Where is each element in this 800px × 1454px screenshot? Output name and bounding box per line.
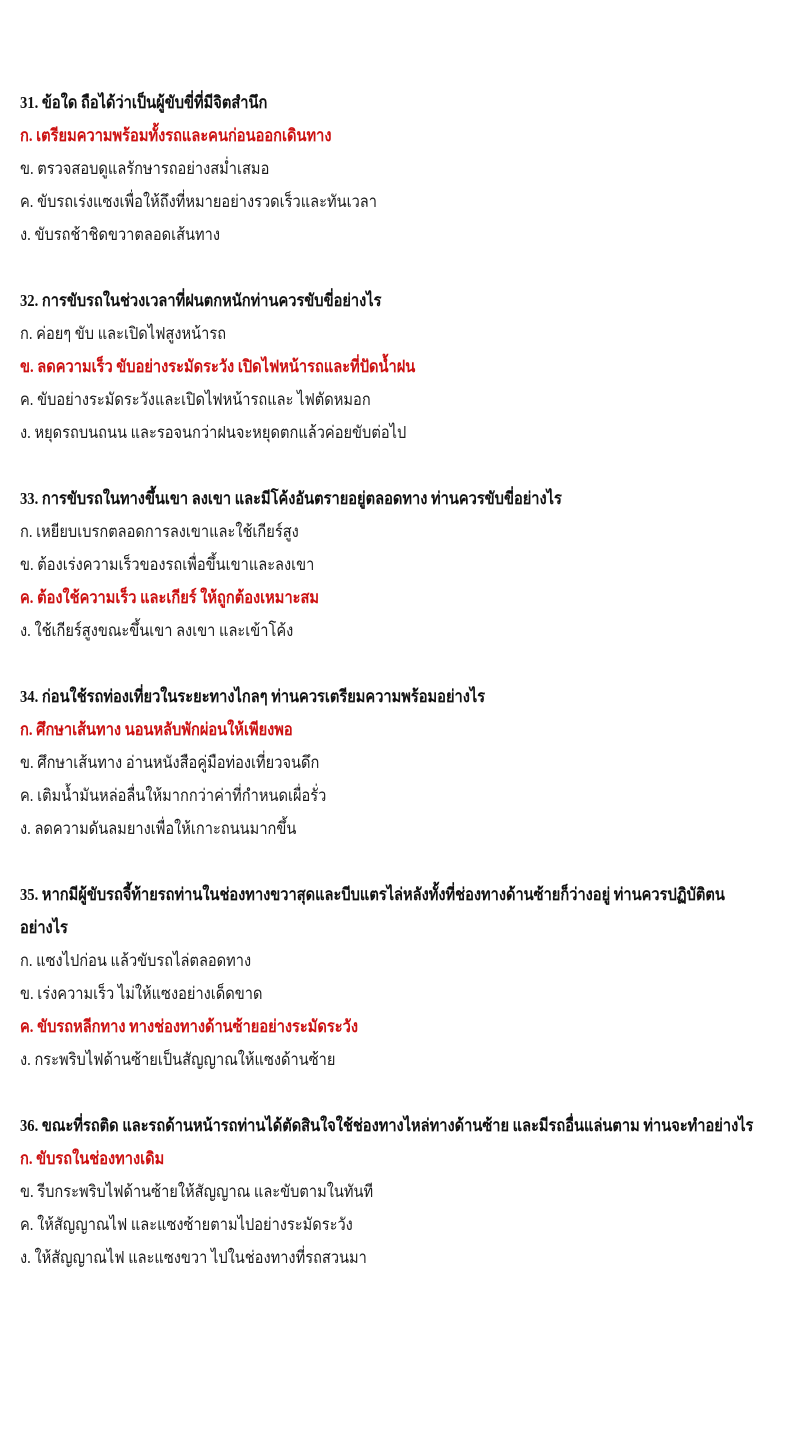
question-34	[20, 680, 790, 845]
question-title: 35. หากมีผู้ขับรถจี้ท้ายรถท่านในช่องทางขวาสุดและบีบแตรไล่หลังทั้งที่ช่องทางด้านซ้ายก็ว่างอยู่ ท่านควรปฏิบัติตน	[20, 885, 725, 904]
option-correct: ก. ศึกษาเส้นทาง นอนหลับพักผ่อนให้เพียงพอ	[20, 720, 293, 739]
option: ข. รีบกระพริบไฟด้านซ้ายให้สัญญาณ และขับตามในทันที	[20, 1182, 374, 1201]
option: ข. ตรวจสอบดูแลรักษารถอย่างสม่ำเสมอ	[20, 159, 270, 178]
option-correct: ค. ขับรถหลีกทาง ทางช่องทางด้านซ้ายอย่างระมัดระวัง	[20, 1017, 358, 1036]
option-correct: ค. ต้องใช้ความเร็ว และเกียร์ ให้ถูกต้องเหมาะสม	[20, 588, 320, 607]
question-title: 36. ขณะที่รถติด และรถด้านหน้ารถท่านได้ตัดสินใจใช้ช่องทางไหล่ทางด้านซ้าย และมีรถอื่นแล่นตาม ท่านจะทำอย่างไร	[20, 1116, 754, 1135]
question-33	[20, 482, 790, 647]
quiz-page	[20, 86, 790, 1307]
option: ง. ลดความดันลมยางเพื่อให้เกาะถนนมากขึ้น	[20, 819, 297, 838]
question-title: 34. ก่อนใช้รถท่องเที่ยวในระยะทางไกลๆ ท่านควรเตรียมความพร้อมอย่างไร	[20, 687, 486, 706]
option: ค. ขับรถเร่งแซงเพื่อให้ถึงที่หมายอย่างรวดเร็วและทันเวลา	[20, 192, 377, 211]
option: ข. เร่งความเร็ว ไม่ให้แซงอย่างเด็ดขาด	[20, 984, 263, 1003]
option: ค. เติมน้ำมันหล่อลื่นให้มากกว่าค่าที่กำหนดเผื่อรั่ว	[20, 786, 327, 805]
question-35	[20, 878, 790, 1076]
question-title: 32. การขับรถในช่วงเวลาที่ฝนตกหนักท่านควรขับขี่อย่างไร	[20, 291, 382, 310]
option: ง. ขับรถช้าชิดขวาตลอดเส้นทาง	[20, 225, 221, 244]
option: ก. เหยียบเบรกตลอดการลงเขาและใช้เกียร์สูง	[20, 522, 299, 541]
option: ข. ต้องเร่งความเร็วของรถเพื่อขึ้นเขาและลงเขา	[20, 555, 315, 574]
option: ง. ให้สัญญาณไฟ และแซงขวา ไปในช่องทางที่รถสวนมา	[20, 1248, 367, 1267]
option: ค. ให้สัญญาณไฟ และแซงซ้ายตามไปอย่างระมัดระวัง	[20, 1215, 353, 1234]
option: ก. ค่อยๆ ขับ และเปิดไฟสูงหน้ารถ	[20, 324, 227, 343]
option: ค. ขับอย่างระมัดระวังและเปิดไฟหน้ารถและ ไฟตัดหมอก	[20, 390, 371, 409]
question-36	[20, 1109, 790, 1274]
question-31	[20, 86, 790, 251]
question-title: 31. ข้อใด ถือได้ว่าเป็นผู้ขับขี่ที่มีจิตสำนึก	[20, 93, 268, 112]
option: ข. ศึกษาเส้นทาง อ่านหนังสือคู่มือท่องเที่ยวจนดึก	[20, 753, 320, 772]
option-correct: ก. เตรียมความพร้อมทั้งรถและคนก่อนออกเดินทาง	[20, 126, 332, 145]
option-correct: ก. ขับรถในช่องทางเดิม	[20, 1149, 165, 1168]
question-title-continued: อย่างไร	[20, 918, 68, 937]
option: ก. แซงไปก่อน แล้วขับรถไล่ตลอดทาง	[20, 951, 252, 970]
option: ง. หยุดรถบนถนน และรอจนกว่าฝนจะหยุดตกแล้วค่อยขับต่อไป	[20, 423, 407, 442]
option: ง. ใช้เกียร์สูงขณะขึ้นเขา ลงเขา และเข้าโค้ง	[20, 621, 294, 640]
option: ง. กระพริบไฟด้านซ้ายเป็นสัญญาณให้แซงด้านซ้าย	[20, 1050, 336, 1069]
question-32	[20, 284, 790, 449]
question-title: 33. การขับรถในทางขึ้นเขา ลงเขา และมีโค้งอันตรายอยู่ตลอดทาง ท่านควรขับขี่อย่างไร	[20, 489, 562, 508]
option-correct: ข. ลดความเร็ว ขับอย่างระมัดระวัง เปิดไฟหน้ารถและที่ปัดน้ำฝน	[20, 357, 416, 376]
